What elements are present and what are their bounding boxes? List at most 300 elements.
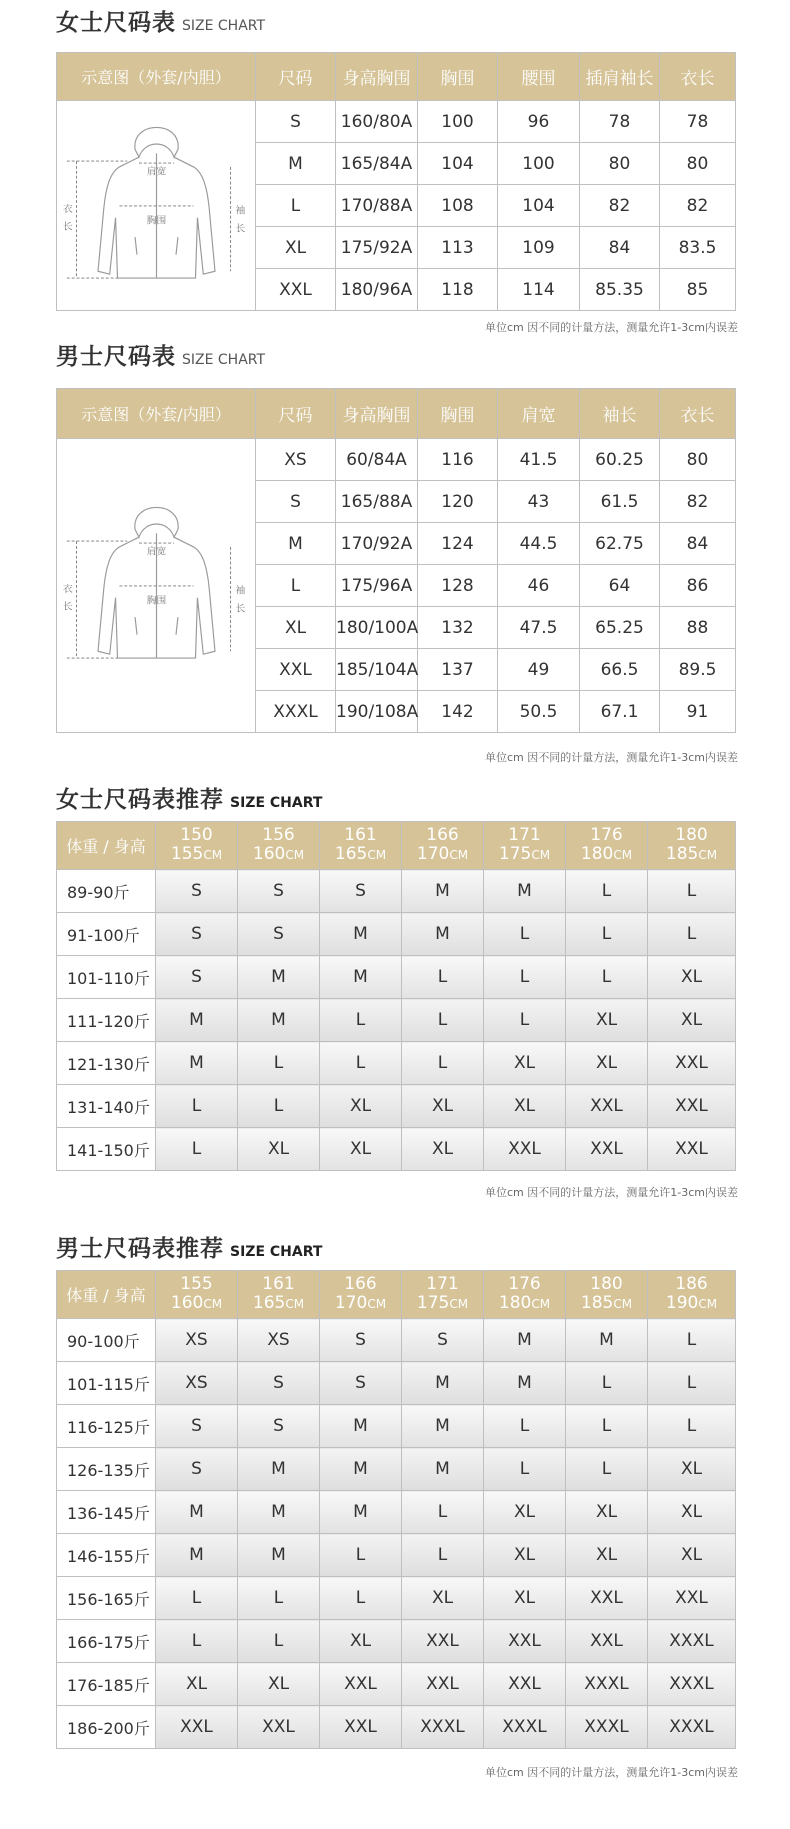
women-rec-title-en: SIZE CHART [230, 795, 323, 811]
men-rec-size-cell: L [566, 1448, 648, 1491]
men-rec-size-cell: XL [648, 1491, 736, 1534]
women-chart-cell: 113 [418, 227, 498, 269]
men-chart-cell: XL [256, 607, 336, 649]
women-rec-size-cell: M [156, 1042, 238, 1085]
men-rec-size-cell: L [484, 1448, 566, 1491]
women-rec-height-from: 150 [180, 825, 213, 845]
men-rec-title [56, 1230, 322, 1263]
women-rec-size-cell: M [484, 870, 566, 913]
men-rec-size-cell: M [566, 1319, 648, 1362]
men-chart-cell: 116 [418, 439, 498, 481]
women-rec-size-cell: S [238, 870, 320, 913]
men-rec-size-cell: L [484, 1405, 566, 1448]
women-chart-cell: 96 [498, 101, 580, 143]
men-rec-row [57, 1706, 736, 1749]
men-rec-title-en: SIZE CHART [230, 1244, 323, 1260]
women-chart-header-cell: 腰围 [498, 53, 580, 101]
women-chart-cell: 80 [660, 143, 736, 185]
men-chart-pocket-left [135, 617, 137, 635]
men-rec-weight-label: 136-145斤 [57, 1491, 156, 1534]
men-rec-height-header [566, 1271, 648, 1319]
men-chart-cell: 50.5 [498, 691, 580, 733]
men-chart-cell: 65.25 [580, 607, 660, 649]
women-chart-cell: 165/84A [336, 143, 418, 185]
men-rec-row [57, 1577, 736, 1620]
men-chart-cell: 88 [660, 607, 736, 649]
men-chart-header-cell: 身高胸围 [336, 389, 418, 439]
women-rec-size-cell: S [156, 956, 238, 999]
men-chart-cell: 175/96A [336, 565, 418, 607]
men-rec-height-to: 170CM [334, 1293, 387, 1313]
men-rec-size-cell: M [484, 1362, 566, 1405]
men-rec-size-cell: XL [402, 1577, 484, 1620]
men-rec-height-from: 161 [262, 1274, 295, 1294]
men-rec-height-unit: CM [531, 1297, 551, 1311]
men-rec-size-cell: L [402, 1534, 484, 1577]
women-rec-weight-label: 111-120斤 [57, 999, 156, 1042]
men-chart-cell: 120 [418, 481, 498, 523]
women-rec-size-cell: L [238, 1085, 320, 1128]
men-chart-cell: 43 [498, 481, 580, 523]
men-rec-size-cell: M [156, 1534, 238, 1577]
women-rec-height-unit: CM [449, 848, 469, 862]
women-rec-size-cell: S [156, 870, 238, 913]
men-rec-size-cell: XXL [320, 1706, 402, 1749]
men-chart-diagram-cell [57, 439, 256, 733]
women-rec-size-cell: M [402, 913, 484, 956]
men-chart-cell: 80 [660, 439, 736, 481]
men-rec-row [57, 1663, 736, 1706]
women-rec-size-cell: XL [402, 1085, 484, 1128]
men-rec-size-cell: L [156, 1620, 238, 1663]
men-chart-title-cn: 男士尺码表 [56, 344, 176, 370]
men-rec-size-cell: XXXL [402, 1706, 484, 1749]
women-chart-jacket-diagram [59, 101, 254, 305]
women-rec-height-to: 185CM [665, 844, 718, 864]
women-rec-row [57, 913, 736, 956]
men-chart-cell: XS [256, 439, 336, 481]
men-rec-height-unit: CM [367, 1297, 387, 1311]
men-chart-cell: 60/84A [336, 439, 418, 481]
men-chart-label-sleeve-2: 长 [234, 603, 245, 615]
women-chart-cell: 104 [418, 143, 498, 185]
men-rec-height-from: 180 [590, 1274, 623, 1294]
women-chart-cell: XL [256, 227, 336, 269]
women-rec-title-cn: 女士尺码表推荐 [56, 787, 224, 813]
women-rec-size-cell: L [566, 956, 648, 999]
men-chart-cell: 66.5 [580, 649, 660, 691]
men-rec-height-header [484, 1271, 566, 1319]
men-chart-cell: 185/104A [336, 649, 418, 691]
men-rec-height-header [320, 1271, 402, 1319]
women-rec-size-cell: XL [484, 1042, 566, 1085]
women-chart-label-chest: 胸围 [146, 215, 166, 227]
men-rec-weight-label: 116-125斤 [57, 1405, 156, 1448]
men-chart-cell: 60.25 [580, 439, 660, 481]
men-rec-size-cell: XL [484, 1534, 566, 1577]
men-rec-size-cell: L [238, 1577, 320, 1620]
men-chart-label-chest: 胸围 [146, 595, 166, 607]
women-chart-cell: 180/96A [336, 269, 418, 311]
women-rec-weight-label: 89-90斤 [57, 870, 156, 913]
men-rec-height-header [238, 1271, 320, 1319]
women-chart-cell: 118 [418, 269, 498, 311]
men-rec-row [57, 1448, 736, 1491]
men-rec-size-cell: M [402, 1448, 484, 1491]
women-rec-row [57, 1042, 736, 1085]
women-rec-size-cell: S [156, 913, 238, 956]
men-chart-header-cell: 肩宽 [498, 389, 580, 439]
women-rec-size-cell: XXL [566, 1128, 648, 1171]
men-rec-height-header [156, 1271, 238, 1319]
men-rec-weight-label: 156-165斤 [57, 1577, 156, 1620]
men-rec-size-cell: XXL [402, 1620, 484, 1663]
men-rec-size-cell: XXXL [648, 1620, 736, 1663]
men-rec-size-cell: S [156, 1405, 238, 1448]
men-rec-size-cell: L [566, 1362, 648, 1405]
men-chart-cell: XXXL [256, 691, 336, 733]
women-chart-cell: 82 [580, 185, 660, 227]
women-rec-height-unit: CM [531, 848, 551, 862]
men-chart-cell: 44.5 [498, 523, 580, 565]
women-rec-size-cell: XL [320, 1085, 402, 1128]
men-rec-height-from: 186 [675, 1274, 708, 1294]
women-rec-height-from: 166 [426, 825, 459, 845]
women-rec-size-cell: L [320, 999, 402, 1042]
men-chart-cell: 64 [580, 565, 660, 607]
men-rec-size-cell: L [402, 1491, 484, 1534]
men-rec-corner-header: 体重 / 身高 [57, 1271, 156, 1319]
women-rec-size-cell: XL [484, 1085, 566, 1128]
women-chart-cell: 84 [580, 227, 660, 269]
men-chart-label-length-1: 衣 [62, 583, 73, 595]
women-chart-row [57, 101, 736, 143]
women-rec-size-cell: M [402, 870, 484, 913]
women-chart-label-shoulder: 肩宽 [146, 166, 166, 178]
women-chart-label-length-1: 衣 [62, 203, 73, 215]
women-chart-pocket-right [176, 237, 178, 255]
men-chart-note: 单位cm 因不同的计量方法，测量允许1-3cm内误差 [485, 751, 738, 764]
women-rec-row [57, 956, 736, 999]
women-rec-size-cell: L [484, 956, 566, 999]
women-rec-size-cell: L [402, 1042, 484, 1085]
women-chart-cell: 82 [660, 185, 736, 227]
men-rec-size-cell: M [402, 1405, 484, 1448]
men-chart-cell: 61.5 [580, 481, 660, 523]
women-rec-size-cell: L [320, 1042, 402, 1085]
women-rec-height-to: 155CM [170, 844, 223, 864]
men-rec-size-cell: L [156, 1577, 238, 1620]
women-rec-size-cell: XL [648, 999, 736, 1042]
men-rec-height-from: 176 [508, 1274, 541, 1294]
women-rec-height-header [484, 822, 566, 870]
men-chart-cell: 49 [498, 649, 580, 691]
men-rec-size-cell: XL [566, 1491, 648, 1534]
men-rec-size-cell: M [320, 1405, 402, 1448]
men-chart-cell: 124 [418, 523, 498, 565]
women-rec-height-from: 161 [344, 825, 377, 845]
women-rec-height-unit: CM [613, 848, 633, 862]
women-chart-header-cell: 身高胸围 [336, 53, 418, 101]
women-chart-diagram-cell [57, 101, 256, 311]
women-rec-height-from: 180 [675, 825, 708, 845]
men-rec-size-cell: XL [484, 1491, 566, 1534]
men-rec-row [57, 1620, 736, 1663]
men-rec-size-cell: XXL [648, 1577, 736, 1620]
women-rec-weight-label: 131-140斤 [57, 1085, 156, 1128]
men-rec-size-cell: XL [484, 1577, 566, 1620]
men-chart-hood-shape [134, 507, 177, 537]
men-rec-size-cell: S [238, 1362, 320, 1405]
women-rec-size-cell: M [238, 956, 320, 999]
women-chart-cell: 78 [580, 101, 660, 143]
men-rec-size-cell: XXXL [566, 1663, 648, 1706]
men-chart-cell: 89.5 [660, 649, 736, 691]
men-rec-row [57, 1319, 736, 1362]
men-rec-size-cell: XL [156, 1663, 238, 1706]
men-rec-size-cell: L [238, 1620, 320, 1663]
men-chart-header-cell: 示意图（外套/内胆） [57, 389, 256, 439]
women-chart-header-cell: 胸围 [418, 53, 498, 101]
men-rec-weight-label: 101-115斤 [57, 1362, 156, 1405]
men-rec-size-cell: L [320, 1577, 402, 1620]
men-rec-row [57, 1491, 736, 1534]
women-rec-size-cell: XL [566, 999, 648, 1042]
men-rec-weight-label: 176-185斤 [57, 1663, 156, 1706]
women-rec-size-cell: M [320, 913, 402, 956]
men-rec-height-to: 160CM [170, 1293, 223, 1313]
men-rec-size-cell: XL [238, 1663, 320, 1706]
men-rec-size-cell: M [238, 1491, 320, 1534]
men-chart-label-shoulder: 肩宽 [146, 546, 166, 558]
women-rec-height-to: 175CM [498, 844, 551, 864]
men-chart-title [56, 338, 265, 371]
men-rec-size-cell: L [566, 1405, 648, 1448]
men-chart-label-sleeve-1: 袖 [234, 585, 245, 597]
men-rec-size-cell: L [648, 1405, 736, 1448]
men-rec-weight-label: 126-135斤 [57, 1448, 156, 1491]
women-chart-label-sleeve-2: 长 [234, 223, 245, 235]
women-rec-size-cell: L [566, 870, 648, 913]
men-recommend-table [56, 1270, 736, 1749]
women-chart-header-cell: 尺码 [256, 53, 336, 101]
men-rec-size-cell: XXXL [648, 1706, 736, 1749]
men-rec-size-cell: XL [566, 1534, 648, 1577]
women-chart-title [56, 4, 265, 37]
women-rec-weight-label: 141-150斤 [57, 1128, 156, 1171]
women-size-table [56, 52, 736, 311]
women-rec-height-header [402, 822, 484, 870]
men-rec-row [57, 1362, 736, 1405]
women-rec-height-from: 176 [590, 825, 623, 845]
men-rec-size-cell: M [238, 1534, 320, 1577]
women-rec-size-cell: M [238, 999, 320, 1042]
women-rec-height-to: 170CM [416, 844, 469, 864]
men-rec-weight-label: 90-100斤 [57, 1319, 156, 1362]
men-chart-label-length-2: 长 [62, 601, 73, 613]
women-chart-pocket-left [135, 237, 137, 255]
women-rec-size-cell: L [566, 913, 648, 956]
women-rec-size-cell: L [402, 956, 484, 999]
women-rec-size-cell: M [320, 956, 402, 999]
men-rec-size-cell: L [648, 1319, 736, 1362]
women-chart-note: 单位cm 因不同的计量方法，测量允许1-3cm内误差 [485, 321, 738, 334]
women-chart-cell: 100 [498, 143, 580, 185]
women-rec-height-to: 180CM [580, 844, 633, 864]
men-chart-pocket-right [176, 617, 178, 635]
women-rec-size-cell: M [156, 999, 238, 1042]
men-rec-size-cell: M [320, 1448, 402, 1491]
women-chart-cell: XXL [256, 269, 336, 311]
men-rec-note: 单位cm 因不同的计量方法，测量允许1-3cm内误差 [485, 1766, 738, 1779]
men-rec-size-cell: S [320, 1319, 402, 1362]
men-rec-size-cell: XS [238, 1319, 320, 1362]
men-rec-size-cell: XXL [566, 1577, 648, 1620]
men-rec-weight-label: 166-175斤 [57, 1620, 156, 1663]
women-rec-size-cell: XXL [648, 1042, 736, 1085]
men-chart-cell: S [256, 481, 336, 523]
men-size-table [56, 388, 736, 733]
men-rec-height-header [402, 1271, 484, 1319]
men-chart-cell: 67.1 [580, 691, 660, 733]
women-rec-row [57, 1085, 736, 1128]
women-rec-size-cell: XXL [484, 1128, 566, 1171]
men-chart-header-cell: 衣长 [660, 389, 736, 439]
women-rec-height-to: 160CM [252, 844, 305, 864]
men-rec-size-cell: XXXL [484, 1706, 566, 1749]
women-rec-size-cell: L [238, 1042, 320, 1085]
men-rec-size-cell: XXL [238, 1706, 320, 1749]
men-chart-cell: 142 [418, 691, 498, 733]
women-rec-size-cell: S [320, 870, 402, 913]
women-rec-size-cell: XL [566, 1042, 648, 1085]
women-chart-cell: 114 [498, 269, 580, 311]
women-rec-weight-label: 101-110斤 [57, 956, 156, 999]
women-chart-cell: 85 [660, 269, 736, 311]
men-rec-size-cell: XS [156, 1362, 238, 1405]
women-rec-size-cell: L [648, 913, 736, 956]
women-rec-height-header [238, 822, 320, 870]
women-chart-cell: 170/88A [336, 185, 418, 227]
men-rec-size-cell: XXL [566, 1620, 648, 1663]
men-rec-height-to: 190CM [665, 1293, 718, 1313]
men-rec-height-from: 171 [426, 1274, 459, 1294]
men-rec-height-header [648, 1271, 736, 1319]
men-chart-cell: 91 [660, 691, 736, 733]
women-rec-size-cell: XL [402, 1128, 484, 1171]
women-rec-size-cell: XXL [566, 1085, 648, 1128]
men-rec-size-cell: XXL [156, 1706, 238, 1749]
women-rec-size-cell: L [648, 870, 736, 913]
men-rec-size-cell: XL [320, 1620, 402, 1663]
men-rec-size-cell: S [156, 1448, 238, 1491]
women-chart-header-cell: 衣长 [660, 53, 736, 101]
men-chart-cell: 180/100A [336, 607, 418, 649]
women-rec-height-header [648, 822, 736, 870]
women-rec-row [57, 1128, 736, 1171]
men-rec-row [57, 1534, 736, 1577]
women-rec-height-header [156, 822, 238, 870]
women-chart-header-row [57, 53, 736, 101]
men-rec-weight-label: 186-200斤 [57, 1706, 156, 1749]
women-rec-height-from: 156 [262, 825, 295, 845]
men-chart-header-cell: 袖长 [580, 389, 660, 439]
men-chart-cell: 82 [660, 481, 736, 523]
women-rec-size-cell: XL [320, 1128, 402, 1171]
men-rec-size-cell: XXL [402, 1663, 484, 1706]
men-rec-size-cell: L [320, 1534, 402, 1577]
women-chart-cell: 100 [418, 101, 498, 143]
men-chart-cell: 132 [418, 607, 498, 649]
women-rec-size-cell: L [484, 913, 566, 956]
men-rec-height-unit: CM [698, 1297, 718, 1311]
women-rec-weight-label: 91-100斤 [57, 913, 156, 956]
women-chart-cell: 108 [418, 185, 498, 227]
men-rec-height-unit: CM [613, 1297, 633, 1311]
men-chart-cell: 46 [498, 565, 580, 607]
men-rec-size-cell: XL [648, 1534, 736, 1577]
men-rec-height-from: 155 [180, 1274, 213, 1294]
men-chart-cell: L [256, 565, 336, 607]
women-chart-cell: 109 [498, 227, 580, 269]
men-chart-cell: 165/88A [336, 481, 418, 523]
men-rec-size-cell: M [320, 1491, 402, 1534]
men-rec-size-cell: XL [648, 1448, 736, 1491]
men-rec-size-cell: XXL [484, 1620, 566, 1663]
women-chart-cell: 175/92A [336, 227, 418, 269]
women-chart-header-cell: 示意图（外套/内胆） [57, 53, 256, 101]
men-chart-cell: 190/108A [336, 691, 418, 733]
men-chart-title-en: SIZE CHART [182, 352, 266, 368]
men-rec-height-to: 175CM [416, 1293, 469, 1313]
men-chart-header-row [57, 389, 736, 439]
men-chart-cell: 137 [418, 649, 498, 691]
men-chart-cell: 86 [660, 565, 736, 607]
women-rec-size-cell: L [484, 999, 566, 1042]
women-chart-cell: 160/80A [336, 101, 418, 143]
men-rec-height-unit: CM [449, 1297, 469, 1311]
women-rec-title [56, 781, 322, 814]
men-rec-height-to: 180CM [498, 1293, 551, 1313]
women-rec-row [57, 870, 736, 913]
men-rec-height-unit: CM [203, 1297, 223, 1311]
men-rec-header-row [57, 1271, 736, 1319]
women-rec-height-from: 171 [508, 825, 541, 845]
men-rec-row [57, 1405, 736, 1448]
women-rec-size-cell: XXL [648, 1128, 736, 1171]
men-rec-weight-label: 146-155斤 [57, 1534, 156, 1577]
men-chart-cell: 170/92A [336, 523, 418, 565]
women-rec-size-cell: XL [648, 956, 736, 999]
women-chart-title-en: SIZE CHART [182, 18, 266, 34]
men-chart-cell: 47.5 [498, 607, 580, 649]
women-rec-height-unit: CM [285, 848, 305, 862]
women-rec-height-unit: CM [698, 848, 718, 862]
women-chart-header-cell: 插肩袖长 [580, 53, 660, 101]
women-rec-header-row [57, 822, 736, 870]
women-rec-height-unit: CM [203, 848, 223, 862]
women-rec-height-header [320, 822, 402, 870]
men-rec-size-cell: S [402, 1319, 484, 1362]
men-chart-row [57, 439, 736, 481]
men-rec-size-cell: XXXL [648, 1663, 736, 1706]
women-rec-size-cell: XXL [648, 1085, 736, 1128]
men-rec-title-cn: 男士尺码表推荐 [56, 1236, 224, 1262]
women-chart-cell: M [256, 143, 336, 185]
women-recommend-table [56, 821, 736, 1171]
men-chart-cell: 84 [660, 523, 736, 565]
men-chart-cell: 41.5 [498, 439, 580, 481]
